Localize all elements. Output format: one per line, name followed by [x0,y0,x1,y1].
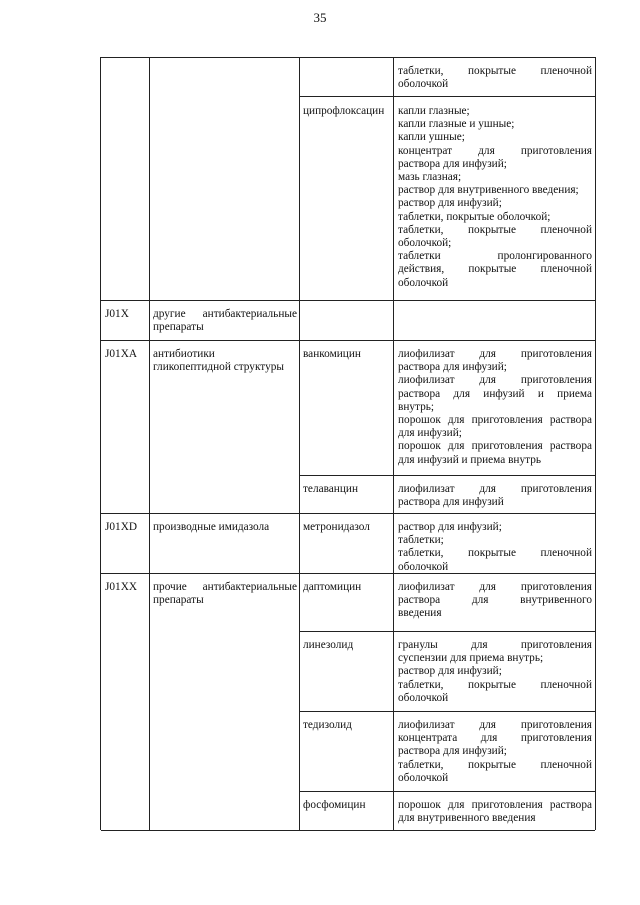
subrow-divider [299,631,595,632]
drug-name-cell: метронидазол [303,521,370,533]
subrow-divider [299,711,595,712]
row-divider [101,830,595,831]
dosage-form-cell: капли глазные; капли глазные и ушные; капли ушные; концентрат для приготовления раствора для инфузий; мазь глазная; раствор для внутривенного введения; раствор для инфузий; таблетки, покрытые оболочкой; таблетки, покрытые пленочной оболочкой; таблетки пролонгированного действия, покрытые пленочной оболочкой [398,105,592,289]
group-name-cell: производные имидазола [153,521,270,533]
dosage-form-cell: лиофилизат для приготовления раствора для инфузий; лиофилизат для приготовления раствора для инфузий и приема внутрь; порошок для приготовления раствора для инфузий; порошок для приготовления раствора для инфузий и приема внутрь [398,348,592,466]
column-divider [393,57,394,830]
group-name-cell: прочие антибактериальные препараты [153,581,297,607]
drug-name-cell: фосфомицин [303,799,366,811]
column-divider [299,57,300,830]
dosage-form-cell: таблетки, покрытые пленочной оболочкой [398,65,592,91]
dosage-form-cell: лиофилизат для приготовления раствора для инфузий [398,483,592,509]
row-divider [101,513,595,514]
group-name-cell: другие антибактериальные препараты [153,308,297,334]
drug-name-cell: даптомицин [303,581,362,593]
row-divider [101,300,595,301]
drug-table [100,57,596,830]
dosage-form-cell: лиофилизат для приготовления раствора для внутривенного введения [398,581,592,620]
subrow-divider [299,475,595,476]
atc-code-cell: J01XA [105,348,138,360]
dosage-form-cell: раствор для инфузий; таблетки; таблетки, покрытые пленочной оболочкой [398,521,592,573]
drug-name-cell: ципрофлоксацин [303,105,385,117]
drug-name-cell: телаванцин [303,483,358,495]
dosage-form-cell: гранулы для приготовления суспензии для приема внутрь; раствор для инфузий; таблетки, покрытые пленочной оболочкой [398,639,592,704]
atc-code-cell: J01X [105,308,129,320]
dosage-form-cell: лиофилизат для приготовления концентрата для приготовления раствора для инфузий; таблетки, покрытые пленочной оболочкой [398,719,592,784]
row-divider [101,340,595,341]
group-name-cell: антибиотики гликопептидной структуры [153,348,284,374]
subrow-divider [299,791,595,792]
subrow-divider [299,96,595,97]
page-number: 35 [313,10,327,25]
atc-code-cell: J01XD [105,521,138,533]
column-divider [149,57,150,830]
drug-name-cell: линезолид [303,639,354,651]
drug-name-cell: тедизолид [303,719,352,731]
dosage-form-cell: порошок для приготовления раствора для внутривенного введения [398,799,592,825]
atc-code-cell: J01XX [105,581,138,593]
row-divider [101,57,595,58]
drug-name-cell: ванкомицин [303,348,361,360]
